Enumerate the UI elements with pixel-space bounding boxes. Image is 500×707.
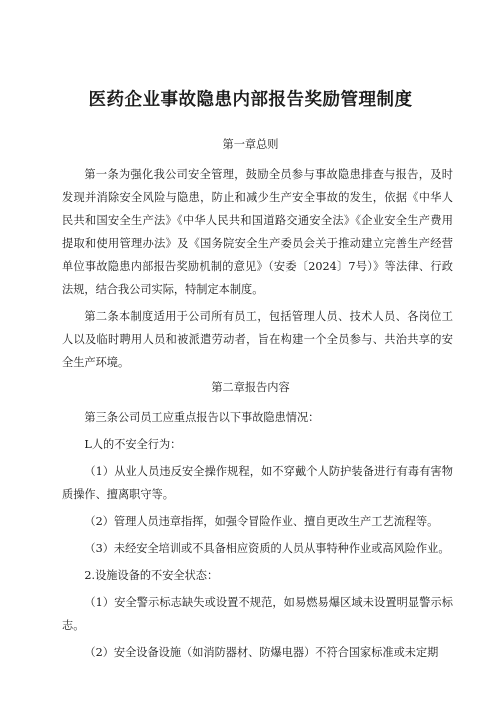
section-1-item-2: （2）管理人员违章指挥，如强令冒险作业、擅自更改生产工艺流程等。 <box>84 515 439 528</box>
article-1: 第一条为强化我公司安全管理，鼓励全员参与事故隐患排查与报告，及时发现并消除安全风险与隐患，防止和减少生产安全事故的发生，依据《中华人民共和国安全生产法》《中华人民共和国道路交通安全法》《企业安全生产费用提取和使用管理办法》及《国务院安全生产委员会关于推动建立完善生产经营单位事故隐患内部报告奖励机制的意见》（安委〔2024〕7号）》等法律、行政法规，结合我公司实际，特制定本制度。 <box>62 168 453 296</box>
section-2-item-2: （2）安全设备设施（如消防器材、防爆电器）不符合国家标准或未定期 <box>84 646 439 659</box>
article-2: 第二条本制度适用于公司所有员工，包括管理人员、技术人员、各岗位工人以及临时聘用人员和被派遣劳动者，旨在构建一个全员参与、共治共享的安全生产环境。 <box>62 310 453 369</box>
chapter-2-heading: 第二章报告内容 <box>211 381 290 394</box>
section-1-item-1: （1）从业人员违反安全操作规程，如不穿戴个人防护装备进行有毒有害物质操作、擅离职守等。 <box>62 465 453 501</box>
section-1-item-3: （3）未经安全培训或不具备相应资质的人员从事特种作业或高风险作业。 <box>84 542 450 555</box>
section-2-heading: 2.设施设备的不安全状态： <box>84 569 219 582</box>
chapter-1-heading: 第一章总则 <box>222 138 279 151</box>
document-title: 医药企业事故隐患内部报告奖励管理制度 <box>88 90 413 110</box>
article-3: 第三条公司员工应重点报告以下事故隐患情况： <box>84 411 320 424</box>
section-2-item-1: （1）安全警示标志缺失或设置不规范，如易燃易爆区域未设置明显警示标志。 <box>62 596 453 632</box>
section-1-heading: L人的不安全行为： <box>84 438 182 451</box>
